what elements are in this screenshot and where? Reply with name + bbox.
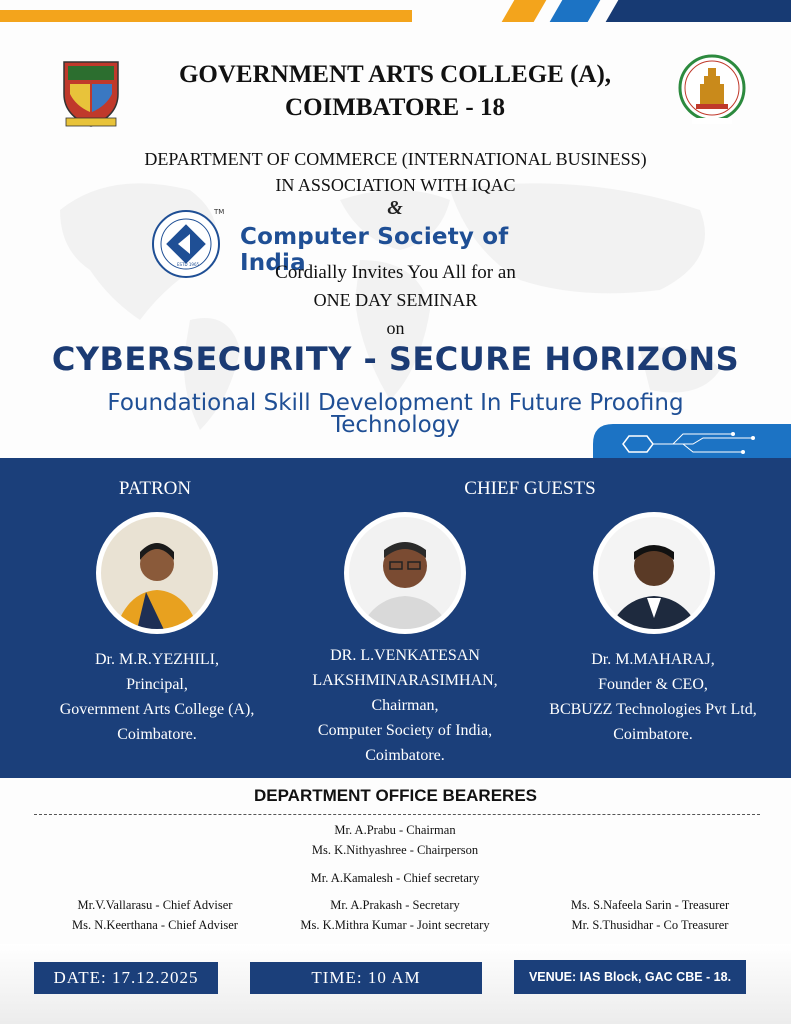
- dashed-divider: [34, 814, 760, 815]
- department-line1: DEPARTMENT OF COMMERCE (INTERNATIONAL BUSINESS): [144, 149, 647, 169]
- csi-name: Computer Society of India: [240, 224, 509, 276]
- guest1-name-line1: DR. L.VENKATESAN: [330, 647, 480, 664]
- guest1-org: Computer Society of India,: [317, 722, 493, 739]
- college-name-line2: COIMBATORE - 18: [285, 94, 505, 121]
- patron-name: Dr. M.R.YEZHILI,: [95, 651, 219, 668]
- guest2-name: Dr. M.MAHARAJ,: [591, 651, 715, 668]
- top-slant-blue: [550, 0, 601, 22]
- bearer-chairperson: Ms. K.Nithyashree - Chairperson: [311, 843, 479, 857]
- department-line2: IN ASSOCIATION WITH IQAC: [275, 175, 516, 195]
- bearer-secretary: Mr. A.Prakash - Secretary: [330, 898, 460, 912]
- college-emblem-logo: [58, 54, 124, 128]
- college-name-line1: GOVERNMENT ARTS COLLEGE (A),: [178, 61, 612, 88]
- date-box: DATE: 17.12.2025: [34, 962, 218, 994]
- college-name: [140, 58, 650, 124]
- patron-heading: PATRON: [118, 478, 192, 499]
- patron-org: Government Arts College (A),: [59, 701, 255, 718]
- guest2-details: [530, 647, 776, 747]
- bearer-chairman: Mr. A.Prabu - Chairman: [334, 823, 456, 837]
- guest1-name-line2: LAKSHMINARASIMHAN,: [312, 672, 498, 689]
- bearer-chief-secretary: Mr. A.Kamalesh - Chief secretary: [310, 871, 480, 885]
- tamilnadu-emblem-logo: [676, 54, 748, 126]
- csi-estd: ESTD 1965: [177, 262, 200, 267]
- bearer-co-treasurer: Mr. S.Thusidhar - Co Treasurer: [571, 918, 729, 932]
- guest1-details: [300, 643, 510, 768]
- patron-city: Coimbatore.: [117, 726, 197, 743]
- guest2-role: Founder & CEO,: [598, 676, 708, 693]
- top-orange-stripe: [0, 10, 412, 22]
- invitation-text: Cordially Invites You All for an: [275, 262, 516, 283]
- chief-guests-heading: CHIEF GUESTS: [464, 478, 596, 499]
- patron-details: [40, 647, 274, 747]
- guest1-photo: [344, 512, 466, 634]
- venue-box: VENUE: IAS Block, GAC CBE - 18.: [514, 960, 746, 994]
- guest2-photo: [593, 512, 715, 634]
- department-block: [60, 146, 731, 198]
- guest2-city: Coimbatore.: [613, 726, 693, 743]
- time-box: TIME: 10 AM: [250, 962, 482, 994]
- ampersand: &: [387, 197, 403, 219]
- top-slant-navy: [606, 0, 791, 22]
- guest1-city: Coimbatore.: [365, 747, 445, 764]
- bearer-chief-adviser-1: Mr.V.Vallarasu - Chief Adviser: [77, 898, 233, 912]
- bearer-joint-secretary: Ms. K.Mithra Kumar - Joint secretary: [300, 918, 490, 932]
- top-slant-orange: [502, 0, 547, 22]
- subtitle-line2: Technology: [331, 412, 460, 438]
- seminar-title: CYBERSECURITY - SECURE HORIZONS: [51, 340, 740, 378]
- patron-role: Principal,: [126, 676, 188, 693]
- guest2-org: BCBUZZ Technologies Pvt Ltd,: [549, 701, 757, 718]
- csi-trademark: TM: [214, 208, 224, 216]
- on-text: on: [386, 318, 405, 338]
- bearer-chief-adviser-2: Ms. N.Keerthana - Chief Adviser: [72, 918, 238, 932]
- office-bearers-title: DEPARTMENT OFFICE BEARERES: [253, 786, 538, 805]
- guest1-role: Chairman,: [371, 697, 439, 714]
- bearer-treasurer: Ms. S.Nafeela Sarin - Treasurer: [570, 898, 730, 912]
- event-type: ONE DAY SEMINAR: [313, 290, 478, 310]
- patron-photo: [96, 512, 218, 634]
- subtitle-line1: Foundational Skill Development In Future Proofing: [107, 390, 684, 416]
